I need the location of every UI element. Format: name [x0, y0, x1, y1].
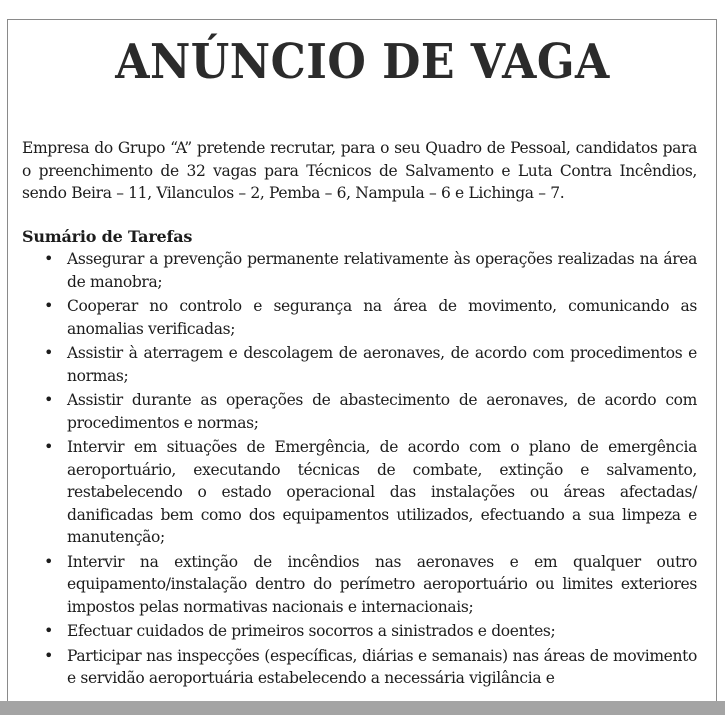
task-text: Assistir à aterragem e descolagem de aeronaves, de acordo com procedimentos e normas;: [67, 344, 697, 385]
list-item: [22, 436, 697, 549]
intro-paragraph: Empresa do Grupo “A” pretende recrutar, para o seu Quadro de Pessoal, candidatos para o preenchimento de 32 vagas para Técnicos de Salvamento e Luta Contra Incêndios, sendo Beira – 11, Vilanculos – 2, Pemba – 6, Nampula – 6 e Lichinga – 7.: [22, 139, 697, 202]
task-text: Intervir na extinção de incêndios nas aeronaves e em qualquer outro equipamento/instalação dentro do perímetro aeroportuário ou limites exteriores impostos pelas normativas nacionais e internacionais;: [67, 552, 697, 616]
task-list: [22, 248, 697, 690]
bullet-icon: •: [44, 390, 54, 409]
task-text: Assistir durante as operações de abastecimento de aeronaves, de acordo com procedimentos e normas;: [67, 391, 697, 432]
page-title: ANÚNCIO DE VAGA: [115, 34, 610, 90]
bullet-icon: •: [44, 437, 54, 456]
list-item: [22, 551, 697, 619]
bullet-icon: •: [44, 551, 54, 571]
list-item: [22, 620, 697, 643]
bullet-icon: •: [44, 645, 54, 665]
bullet-icon: •: [44, 296, 54, 315]
list-item: [22, 389, 697, 434]
bullet-icon: •: [44, 249, 54, 268]
bottom-scroll-bar: [0, 701, 725, 715]
task-text: Assegurar a prevenção permanente relativamente às operações realizadas na área de manobra;: [67, 250, 697, 291]
bullet-icon: •: [44, 621, 54, 640]
task-text: Cooperar no controlo e segurança na área de movimento, comunicando as anomalias verificadas;: [67, 297, 697, 338]
task-text: Efectuar cuidados de primeiros socorros a sinistrados e doentes;: [67, 622, 556, 640]
bullet-icon: •: [44, 343, 54, 362]
task-text: Participar nas inspecções (específicas, diárias e semanais) nas áreas de movimento e servidão aeroportuária estabelecendo a necessária vigilância e: [67, 646, 697, 687]
list-item: [22, 295, 697, 340]
section-title-tasks: Sumário de Tarefas: [22, 226, 193, 246]
list-item: [22, 342, 697, 387]
list-item: [22, 248, 697, 293]
list-item: [22, 645, 697, 690]
task-text: Intervir em situações de Emergência, de acordo com o plano de emergência aeroportuário, executando técnicas de combate, extinção e salvamento, restabelecendo o estado operacional das instalações ou áreas afectadas/ danificadas bem como dos equipamentos utilizados, efectuando a sua limpeza e manutenção;: [67, 438, 697, 546]
document-body: [22, 137, 697, 690]
